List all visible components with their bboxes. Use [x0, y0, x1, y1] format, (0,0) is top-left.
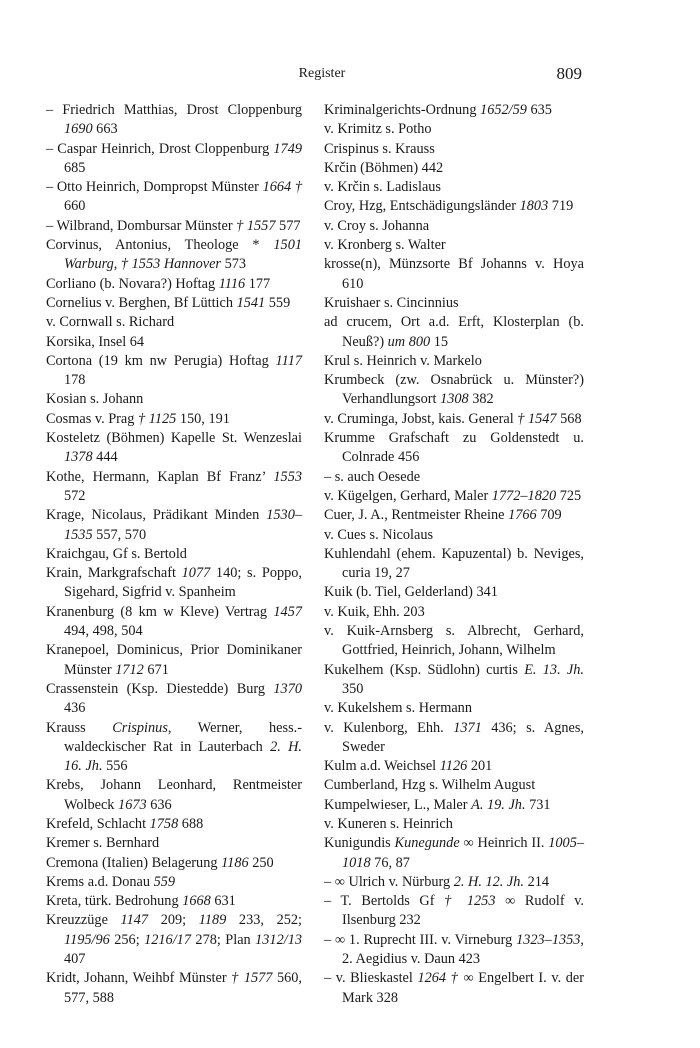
entry-italic-text: 1652/59 — [480, 102, 527, 118]
entry-text: ad crucem, Ort a.d. Erft, Klosterplan (b. Neuß?) — [324, 314, 584, 350]
index-entry — [324, 796, 584, 815]
index-entry — [324, 892, 584, 931]
entry-text: Krumbeck (zw. Osnabrück u. Münster?) Verhandlungsort — [324, 372, 584, 408]
entry-italic-text: † 1577 — [231, 970, 273, 987]
index-entry — [46, 313, 302, 332]
entry-text: Kraichgau, Gf s. Bertold — [46, 545, 187, 562]
entry-italic-text: 1712 — [115, 661, 144, 678]
entry-text: Kridt, Johann, Weihbf Münster — [46, 970, 232, 987]
entry-italic-text: Kunegunde — [394, 835, 460, 852]
entry-text: Kreuzzüge — [46, 912, 121, 929]
entry-italic-text: 1195/96 — [64, 931, 110, 948]
index-entry — [46, 969, 302, 1008]
index-entry — [324, 757, 584, 776]
entry-text: 725 — [556, 487, 582, 504]
running-title: Register — [298, 66, 346, 81]
entry-italic-text: Crispinus — [112, 719, 168, 736]
entry-text: 233, 252; — [226, 912, 302, 929]
entry-text: Kremer s. Bernhard — [46, 835, 160, 852]
entry-text: 572 — [64, 487, 86, 504]
index-entry — [46, 236, 302, 275]
entry-text: Krefeld, Schlacht — [46, 815, 150, 832]
entry-text: v. Kukelshem s. Hermann — [324, 700, 472, 717]
entry-italic-text: 1371 — [453, 719, 482, 736]
entry-text: Crassenstein (Ksp. Diestedde) Burg — [46, 680, 274, 697]
index-entry — [324, 487, 584, 506]
index-entry — [46, 352, 302, 391]
entry-text: – v. Blieskastel — [324, 970, 418, 987]
left-column — [46, 101, 302, 1008]
index-entry — [324, 294, 584, 313]
entry-text: ∞ Heinrich II. — [459, 835, 549, 852]
entry-italic-text: 1077 — [181, 565, 211, 582]
entry-text: Krčin (Böhmen) 442 — [324, 159, 444, 176]
index-entry — [46, 892, 302, 911]
entry-text: 719 — [548, 198, 574, 215]
entry-text: Krumme Grafschaft zu Goldenstedt u. Colnrade 456 — [324, 430, 584, 466]
entry-text: Korsika, Insel 64 — [46, 333, 145, 350]
entry-text: 436 — [64, 700, 86, 717]
entry-text: Kriminalgerichts-Ordnung — [324, 102, 481, 118]
entry-text: ∞ Rudolf v. Ilsenburg 232 — [342, 893, 584, 929]
index-entry — [324, 197, 584, 216]
index-entry — [324, 140, 584, 159]
index-entry — [46, 680, 302, 719]
index-entry — [324, 468, 584, 487]
entry-text: v. Kulenborg, Ehh. — [324, 719, 454, 736]
entry-text: Kothe, Hermann, Kaplan Bf Franz’ — [46, 468, 274, 485]
entry-text: – Caspar Heinrich, Drost Cloppenburg — [46, 140, 274, 157]
entry-text: 201 — [467, 758, 493, 775]
entry-text: Cuer, J. A., Rentmeister Rheine — [324, 507, 509, 524]
entry-text: Cumberland, Hzg s. Wilhelm August — [324, 777, 536, 794]
index-entry — [324, 120, 584, 139]
entry-text: Kunigundis — [324, 835, 395, 852]
index-entry — [324, 526, 584, 545]
index-entry — [324, 371, 584, 410]
index-entry — [324, 873, 584, 892]
entry-italic-text: 1749 — [273, 140, 302, 157]
entry-italic-text: † 1125 — [138, 410, 177, 427]
right-column — [324, 101, 584, 1008]
index-entry — [324, 217, 584, 236]
page-number: 809 — [556, 64, 582, 83]
index-entry — [46, 911, 302, 969]
entry-text: , 2. Aegidius v. Daun 423 — [342, 931, 584, 968]
entry-text: v. Croy s. Johanna — [324, 217, 430, 234]
entry-text: Kosian s. Johann — [46, 391, 144, 408]
index-entry — [46, 834, 302, 853]
entry-text: 568 — [556, 410, 582, 427]
index-entry — [46, 217, 302, 236]
entry-text: v. Kügelgen, Gerhard, Maler — [324, 487, 492, 504]
entry-text: v. Kronberg s. Walter — [324, 237, 446, 254]
entry-text: 635 — [526, 102, 552, 118]
entry-italic-text: 1758 — [149, 815, 179, 832]
index-entry — [324, 969, 584, 1008]
entry-italic-text: 1370 — [273, 680, 302, 697]
entry-text: 560, 577, 588 — [64, 970, 303, 1006]
entry-text: 278; Plan — [190, 931, 256, 948]
entry-italic-text: 1117 — [275, 352, 302, 369]
entry-text: v. Cruminga, Jobst, kais. General — [324, 410, 518, 427]
entry-text: Kranenburg (8 km w Kleve) Vertrag — [46, 603, 274, 620]
index-entry — [324, 236, 584, 255]
entry-text: Croy, Hzg, Entschädigungsländer — [324, 198, 520, 215]
index-entry — [46, 410, 302, 429]
entry-italic-text: 1264 † — [417, 970, 459, 987]
running-head — [0, 64, 700, 86]
entry-italic-text: 1673 — [118, 796, 147, 813]
entry-text: Kukelhem (Ksp. Südlohn) curtis — [324, 661, 525, 678]
index-entry — [324, 776, 584, 795]
index-entry — [324, 834, 584, 873]
entry-italic-text: 1189 — [198, 912, 227, 929]
entry-italic-text: 1312/13 — [255, 931, 302, 948]
index-entry — [324, 101, 584, 120]
index-entry — [46, 719, 302, 777]
entry-text: 660 — [64, 198, 86, 215]
entry-italic-text: A. 19. Jh. — [471, 796, 526, 813]
index-entry — [324, 429, 584, 468]
entry-text: 556 — [102, 758, 128, 775]
entry-text: Cornelius v. Berghen, Bf Lüttich — [46, 294, 237, 311]
entry-text: Kruishaer s. Cincinnius — [324, 294, 459, 311]
entry-italic-text: 1541 — [236, 294, 266, 311]
entry-italic-text: um 800 — [387, 333, 431, 350]
index-entry — [46, 429, 302, 468]
entry-text: 557, 570 — [92, 526, 147, 543]
entry-text: v. Kuik-Arnsberg s. Albrecht, Gerhard, Gottfried, Heinrich, Johann, Wilhelm — [324, 623, 584, 659]
index-entry — [324, 313, 584, 352]
entry-text: krosse(n), Münzsorte Bf Johanns v. Hoya 610 — [324, 256, 584, 292]
entry-text: Kuhlendahl (ehem. Kapuzental) b. Neviges, curia 19, 27 — [324, 545, 584, 582]
index-entry — [324, 622, 584, 661]
entry-italic-text: † 1547 — [517, 410, 557, 427]
index-entry — [324, 410, 584, 429]
entry-text: Krul s. Heinrich v. Markelo — [324, 352, 482, 369]
index-entry — [324, 255, 584, 294]
index-entry — [46, 101, 302, 140]
index-entry — [46, 873, 302, 892]
entry-italic-text: 1378 — [64, 449, 93, 466]
entry-text: 688 — [178, 815, 204, 832]
entry-text: 636 — [146, 796, 172, 813]
entry-italic-text: 559 — [153, 873, 176, 890]
entry-text: 494, 498, 504 — [64, 623, 143, 640]
entry-text: Crispinus s. Krauss — [324, 140, 435, 157]
entry-text: 177 — [245, 275, 271, 292]
entry-text: Kumpelwieser, L., Maler — [324, 796, 472, 813]
index-entry — [324, 815, 584, 834]
entry-text: 663 — [92, 121, 118, 138]
entry-text: 444 — [92, 449, 118, 466]
entry-text: 209; — [148, 912, 199, 929]
entry-italic-text: † 1557 — [236, 217, 276, 234]
entry-text: 76, 87 — [370, 854, 410, 871]
index-entry — [46, 854, 302, 873]
entry-text: v. Krčin s. Ladislaus — [324, 179, 441, 196]
entry-text: Corvinus, Antonius, Theologe * — [46, 237, 274, 254]
entry-text: – ∞ 1. Ruprecht III. v. Virneburg — [324, 931, 517, 948]
index-entry — [46, 178, 302, 217]
entry-italic-text: 2. H. 16. Jh. — [64, 738, 302, 775]
entry-italic-text: 1147 — [120, 912, 149, 929]
index-entry — [46, 603, 302, 642]
entry-text: Cortona (19 km nw Perugia) Hoftag — [46, 352, 276, 369]
entry-text: 731 — [525, 796, 551, 813]
entry-text: – Friedrich Matthias, Drost Cloppenburg — [46, 102, 302, 118]
index-entry — [324, 603, 584, 622]
index-entry — [46, 641, 302, 680]
index-entry — [324, 352, 584, 371]
entry-text: 382 — [468, 391, 494, 408]
entry-italic-text: 1116 — [218, 275, 246, 292]
entry-text: Cremona (Italien) Belagerung — [46, 854, 222, 871]
index-entry — [324, 178, 584, 197]
entry-text: 436; s. Agnes, Sweder — [342, 719, 584, 755]
entry-text: , Werner, hess.-waldeckischer Rat in Lauterbach — [64, 719, 302, 755]
entry-italic-text: 1553 — [273, 468, 302, 485]
index-entry — [324, 506, 584, 525]
entry-text: 15 — [430, 333, 449, 350]
entry-text: Kranepoel, Dominicus, Prior Dominikaner Münster — [46, 642, 302, 678]
entry-text: 685 — [64, 159, 86, 176]
entry-text: 573 — [221, 256, 247, 273]
entry-text: – s. auch Oesede — [324, 468, 421, 485]
entry-text: 250 — [248, 854, 274, 871]
entry-text: 631 — [210, 893, 236, 910]
index-entry — [324, 699, 584, 718]
index-entry — [324, 159, 584, 178]
index-entry — [324, 661, 584, 700]
entry-text: 407 — [64, 951, 86, 968]
entry-italic-text: 1457 — [273, 603, 302, 620]
index-entry — [46, 815, 302, 834]
entry-text: Kosteletz (Böhmen) Kapelle St. Wenzeslai — [46, 430, 302, 447]
index-entry — [46, 390, 302, 409]
entry-text: 671 — [143, 661, 169, 678]
entry-italic-text: 1803 — [519, 198, 549, 215]
index-entry — [46, 140, 302, 179]
index-entry — [46, 275, 302, 294]
entry-text: v. Kuneren s. Heinrich — [324, 815, 453, 832]
entry-italic-text: 1323–1353 — [516, 931, 581, 948]
entry-text: Corliano (b. Novara?) Hoftag — [46, 275, 219, 292]
entry-text: Kuik (b. Tiel, Gelderland) 341 — [324, 584, 498, 601]
entry-text: Kreta, türk. Bedrohung — [46, 893, 183, 910]
entry-italic-text: 1766 — [508, 507, 537, 524]
entry-text: Cosmas v. Prag — [46, 410, 139, 427]
entry-text: 559 — [265, 294, 291, 311]
entry-text: – Otto Heinrich, Dompropst Münster — [46, 179, 263, 196]
entry-text: – ∞ Ulrich v. Nürburg — [324, 873, 454, 890]
index-entry — [324, 719, 584, 758]
entry-text: Krauss — [46, 719, 113, 736]
entry-italic-text: † 1253 — [444, 893, 496, 910]
entry-text: 140; s. Poppo, Sigehard, Sigfrid v. Spanheim — [64, 565, 302, 601]
entry-italic-text: 1690 — [64, 121, 93, 138]
entry-text: ∞ Engelbert I. v. der Mark 328 — [342, 970, 584, 1006]
index-entry — [324, 583, 584, 602]
entry-italic-text: 2. H. 12. Jh. — [453, 873, 525, 890]
index-entry — [46, 776, 302, 815]
entry-text: Krems a.d. Donau — [46, 873, 154, 890]
entry-text: – Wilbrand, Dombursar Münster — [46, 217, 237, 234]
entry-italic-text: 1308 — [440, 391, 469, 408]
entry-italic-text: 1664 † — [262, 179, 302, 196]
index-entry — [324, 545, 584, 584]
entry-text: – T. Bertolds Gf — [324, 893, 445, 910]
entry-italic-text: 1668 — [182, 893, 211, 910]
entry-italic-text: 1126 — [439, 758, 468, 775]
index-entry — [46, 545, 302, 564]
entry-text: Krain, Markgrafschaft — [46, 565, 182, 582]
entry-italic-text: E. 13. Jh. — [524, 661, 584, 678]
entry-text: 350 — [342, 680, 364, 697]
entry-italic-text: 1216/17 — [144, 931, 191, 948]
entry-text: Krebs, Johann Leonhard, Rentmeister Wolbeck — [46, 777, 302, 813]
index-entry — [46, 506, 302, 545]
entry-text: 178 — [64, 372, 86, 389]
index-entry — [46, 468, 302, 507]
entry-text: v. Cues s. Nicolaus — [324, 526, 434, 543]
entry-text: 150, 191 — [176, 410, 230, 427]
entry-italic-text: 1005–1018 — [342, 835, 584, 871]
entry-italic-text: 1530–1535 — [64, 507, 302, 543]
index-entry — [46, 564, 302, 603]
index-entry — [324, 931, 584, 970]
entry-italic-text: 1772–1820 — [491, 487, 557, 504]
entry-text: 214 — [524, 873, 550, 890]
entry-text: Kulm a.d. Weichsel — [324, 758, 440, 775]
entry-text: v. Cornwall s. Richard — [46, 314, 175, 331]
entry-text: 577 — [275, 217, 301, 234]
entry-text: Krage, Nicolaus, Prädikant Minden — [46, 507, 267, 524]
entry-text: v. Kuik, Ehh. 203 — [324, 603, 425, 620]
entry-text: v. Krimitz s. Potho — [324, 121, 432, 138]
entry-italic-text: 1501 Warburg, † 1553 Hannover — [64, 237, 302, 273]
entry-text: 709 — [536, 507, 562, 524]
index-entry — [46, 333, 302, 352]
entry-italic-text: 1186 — [221, 854, 249, 871]
entry-text: 256; — [109, 931, 145, 948]
index-entry — [46, 294, 302, 313]
